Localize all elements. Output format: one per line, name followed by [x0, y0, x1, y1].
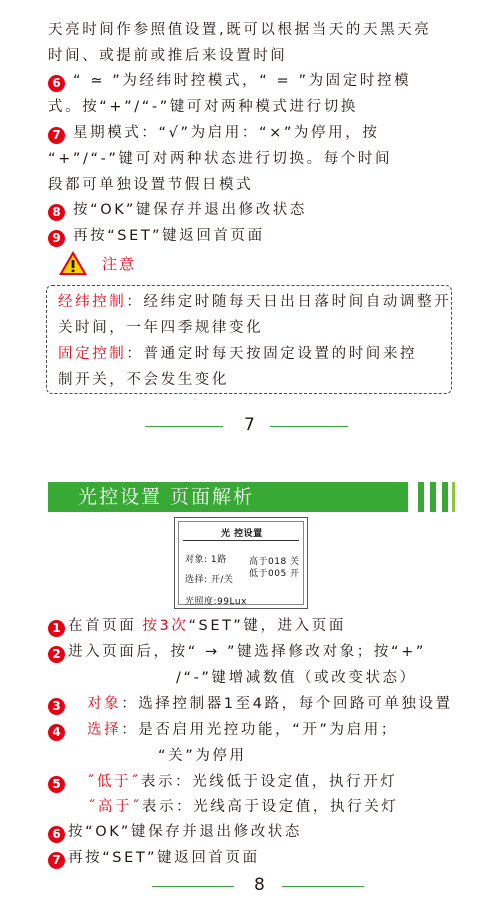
banner-stripe — [418, 482, 424, 512]
step-2-line-2: /“-”键增减数值（或改变状态） — [176, 670, 417, 686]
step-3-label: 对象 — [87, 696, 122, 712]
step-1-text-a: 在首页面 — [68, 618, 137, 634]
notice-p1-text: ：经纬定时随每天日出日落时间自动调整开 — [126, 294, 452, 310]
lcd-low: 低于005 开 — [249, 569, 300, 579]
step-number-9: 9 — [48, 230, 65, 247]
lcd-title-rule — [183, 540, 299, 541]
notice-heading — [58, 250, 168, 276]
step-3-text: ：选择控制器1至4路，每个回路可单独设置 — [121, 696, 453, 712]
step-number-2: 2 — [48, 646, 65, 663]
page-rule-right — [270, 426, 348, 427]
notice-p2-text: ：普通定时每天按固定设置的时间来控 — [126, 346, 418, 362]
step-number-5: 5 — [48, 776, 65, 793]
section-banner — [48, 482, 458, 512]
page-rule-left — [152, 886, 234, 887]
item-7-line-2: “+”/“-”键可对两种状态进行切换。每个时间 — [48, 151, 393, 167]
step-6 — [48, 822, 302, 843]
step-5-text-low: 表示：光线低于设定值，执行开灯 — [140, 774, 398, 790]
item-7-line-3: 段都可单独设置节假日模式 — [48, 177, 254, 193]
lcd-object: 对象: 1路 — [185, 555, 227, 565]
notice-p2-line-2: 制开关，不会发生变化 — [58, 372, 229, 388]
notice-p1 — [58, 292, 451, 312]
step-5 — [48, 772, 397, 793]
notice-p1-label: 经纬控制 — [58, 294, 127, 310]
lcd-screen — [174, 517, 308, 609]
step-number-3: 3 — [48, 698, 65, 715]
warning-icon — [58, 250, 88, 276]
page-number-7: 7 — [244, 415, 255, 435]
item-7 — [48, 123, 379, 144]
step-4-line-2: “关”为停用 — [158, 748, 247, 764]
step-1-highlight: 按3次 — [142, 618, 189, 634]
step-7-text: 再按“SET”键返回首页面 — [68, 850, 260, 866]
section-title: 光控设置 页面解析 — [78, 486, 255, 508]
step-number-6: 6 — [48, 75, 65, 92]
lcd-select: 选择: 开/关 — [185, 575, 234, 585]
step-6-text: 按“OK”键保存并退出修改状态 — [68, 824, 302, 840]
step-1-text-b: “SET”键，进入页面 — [188, 618, 346, 634]
page-rule-left — [145, 426, 223, 427]
lcd-title: 光 控设置 — [221, 529, 263, 539]
banner-stripe — [452, 482, 455, 512]
step-number-4: 4 — [48, 724, 65, 741]
page-rule-right — [282, 886, 364, 887]
item-8-text: 按“OK”键保存并退出修改状态 — [73, 202, 307, 218]
page-number-8: 8 — [254, 875, 265, 895]
notice-p2 — [58, 344, 417, 364]
step-5-label-low: ˝低于˝ — [87, 774, 141, 790]
step-4-label: 选择 — [87, 722, 122, 738]
notice-label: 注意 — [102, 255, 137, 273]
lcd-high: 高于018 关 — [249, 557, 300, 567]
item-9 — [48, 226, 265, 247]
step-3 — [48, 694, 453, 715]
item-6-line-2: 式。按“+”/“-”键可对两种模式进行切换 — [48, 99, 358, 115]
step-7 — [48, 848, 260, 869]
step-4 — [48, 720, 398, 741]
step-4-text: ：是否启用光控功能，“开”为启用； — [121, 722, 398, 738]
step-number-1: 1 — [48, 620, 65, 637]
step-1 — [48, 616, 346, 637]
item-7-text: 星期模式：“√”为启用：“×”为停用，按 — [73, 125, 380, 141]
lcd-lux: 光照度:99Lux — [185, 597, 247, 607]
item-9-text: 再按“SET”键返回首页面 — [73, 228, 265, 244]
step-5-label-high: ˝高于˝ — [88, 799, 142, 815]
item-6 — [48, 71, 411, 92]
intro-line-2: 时间、或提前或推后来设置时间 — [48, 48, 288, 64]
step-2-text: 进入页面后，按“ → ”键选择修改对象；按“+” — [68, 644, 426, 660]
banner-stripe — [430, 482, 436, 512]
notice-p1-line-2: 关时间，一年四季规律变化 — [58, 320, 264, 336]
step-5-line-2 — [88, 797, 398, 817]
intro-line-1: 天亮时间作参照值设置,既可以根据当天的天黑天亮 — [48, 22, 432, 38]
step-number-7: 7 — [48, 127, 65, 144]
item-8 — [48, 200, 307, 221]
step-5-text-high: 表示：光线高于设定值，执行关灯 — [141, 799, 399, 815]
step-number-8: 8 — [48, 204, 65, 221]
notice-p2-label: 固定控制 — [58, 346, 127, 362]
step-number-7b: 7 — [48, 852, 65, 869]
item-6-text: “ ≃ ”为经纬时控模式，“ = ”为固定时控模 — [73, 73, 412, 89]
step-number-6b: 6 — [48, 826, 65, 843]
step-2 — [48, 642, 426, 663]
banner-stripe — [442, 482, 448, 512]
